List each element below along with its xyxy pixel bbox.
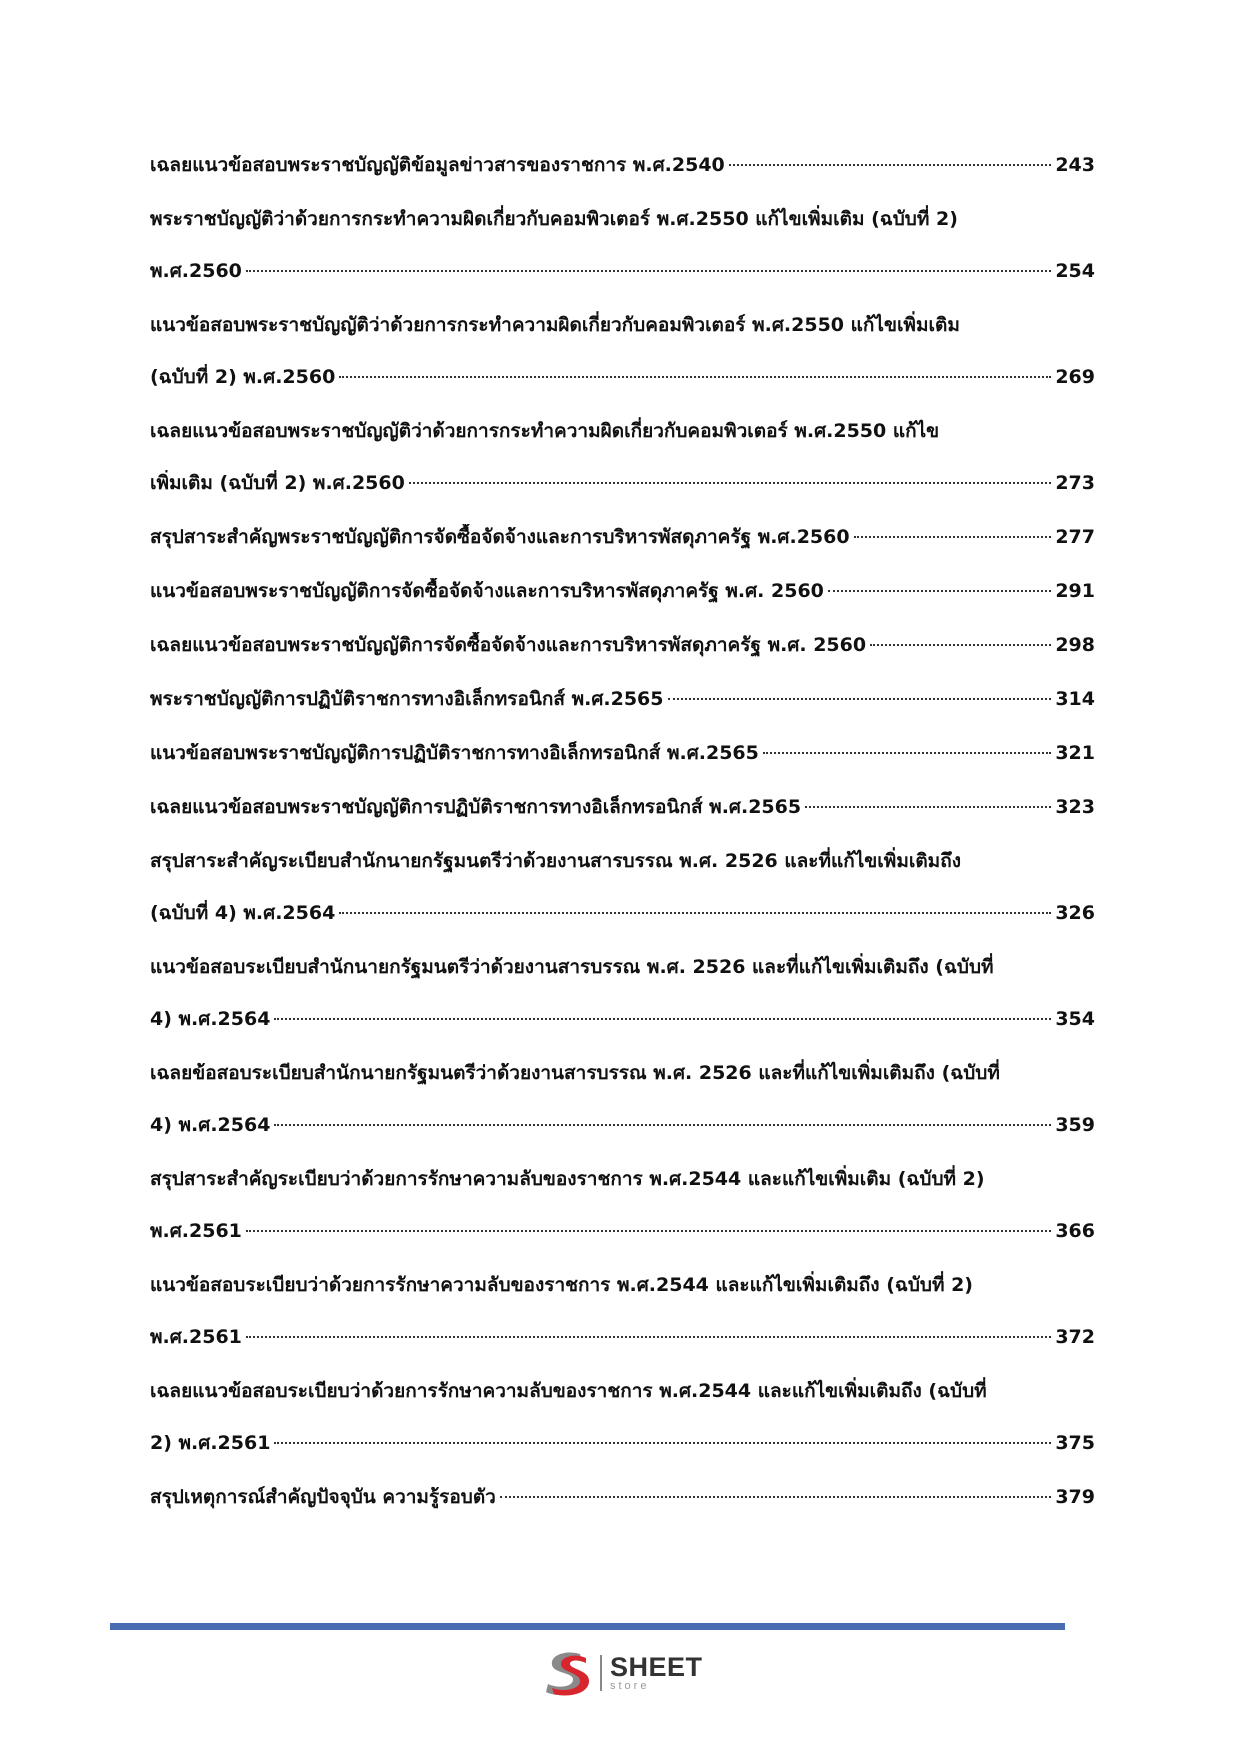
toc-entry-title: เฉลยแนวข้อสอบพระราชบัญญัติการปฏิบัติราชการทางอิเล็กทรอนิกส์ พ.ศ.2565 (150, 796, 802, 818)
toc-entry-title-line: แนวข้อสอบพระราชบัญญัติว่าด้วยการกระทำความผิดเกี่ยวกับคอมพิวเตอร์ พ.ศ.2550 แก้ไขเพิ่มเติม (150, 314, 960, 336)
toc-entry-title: (ฉบับที่ 2) พ.ศ.2560 (150, 366, 336, 388)
toc-entry-row (150, 1006, 1095, 1032)
dot-leader (668, 698, 1052, 700)
toc-page-number: 243 (1055, 154, 1095, 176)
toc-entry-row (150, 1430, 1095, 1456)
toc-entry-title: สรุปสาระสำคัญพระราชบัญญัติการจัดซื้อจัดจ้างและการบริหารพัสดุภาครัฐ พ.ศ.2560 (150, 526, 850, 548)
dot-leader (409, 482, 1052, 484)
toc-entry-title: พ.ศ.2561 (150, 1220, 242, 1242)
toc-entry[interactable] (150, 1272, 1095, 1350)
dot-leader (854, 536, 1052, 538)
toc-entry[interactable] (150, 794, 1095, 820)
toc-entry-row (150, 740, 1095, 766)
toc-page-number: 354 (1055, 1008, 1095, 1030)
toc-page-number: 273 (1055, 472, 1095, 494)
toc-entry-row (150, 152, 1095, 178)
toc-entry-row (150, 578, 1095, 604)
toc-page-number: 366 (1055, 1220, 1095, 1242)
toc-entry-row (150, 364, 1095, 390)
toc-entry-row (150, 794, 1095, 820)
toc-entry-row (150, 258, 1095, 284)
toc-page-number: 314 (1055, 688, 1095, 710)
toc-entry-title-line: แนวข้อสอบระเบียบสำนักนายกรัฐมนตรีว่าด้วยงานสารบรรณ พ.ศ. 2526 และที่แก้ไขเพิ่มเติมถึง (ฉบับที่ (150, 956, 994, 978)
toc-entry-row (150, 470, 1095, 496)
sheet-store-s-icon (540, 1648, 594, 1698)
toc-entry[interactable] (150, 1378, 1095, 1456)
dot-leader (500, 1496, 1051, 1498)
toc-entry-title-line: เฉลยแนวข้อสอบพระราชบัญญัติว่าด้วยการกระทำความผิดเกี่ยวกับคอมพิวเตอร์ พ.ศ.2550 แก้ไข (150, 420, 940, 442)
toc-entry-title: 2) พ.ศ.2561 (150, 1432, 271, 1454)
dot-leader (274, 1018, 1051, 1020)
toc-entry-row (150, 1324, 1095, 1350)
toc-page-number: 359 (1055, 1114, 1095, 1136)
toc-entry-title-line: แนวข้อสอบระเบียบว่าด้วยการรักษาความลับของราชการ พ.ศ.2544 และแก้ไขเพิ่มเติมถึง (ฉบับที่ 2) (150, 1274, 973, 1296)
toc-page-number: 269 (1055, 366, 1095, 388)
dot-leader (246, 1336, 1051, 1338)
footer-divider (110, 1623, 1065, 1630)
toc-entry-title-line: สรุปสาระสำคัญระเบียบว่าด้วยการรักษาความลับของราชการ พ.ศ.2544 และแก้ไขเพิ่มเติม (ฉบับที่ 2) (150, 1168, 985, 1190)
toc-page-number: 254 (1055, 260, 1095, 282)
toc-entry-row (150, 1484, 1095, 1510)
toc-entry[interactable] (150, 524, 1095, 550)
toc-entry-title-line: เฉลยแนวข้อสอบระเบียบว่าด้วยการรักษาความลับของราชการ พ.ศ.2544 และแก้ไขเพิ่มเติมถึง (ฉบับที่ (150, 1380, 987, 1402)
toc-entry-title: พ.ศ.2560 (150, 260, 242, 282)
toc-page-number: 298 (1055, 634, 1095, 656)
toc-page-number: 375 (1055, 1432, 1095, 1454)
toc-entry[interactable] (150, 1060, 1095, 1138)
dot-leader (246, 1230, 1051, 1232)
toc-entry[interactable] (150, 312, 1095, 390)
toc-entry-title-line: พระราชบัญญัติว่าด้วยการกระทำความผิดเกี่ยวกับคอมพิวเตอร์ พ.ศ.2550 แก้ไขเพิ่มเติม (ฉบับที่ 2) (150, 208, 958, 230)
logo-sub-text: store (610, 1680, 650, 1692)
dot-leader (870, 644, 1051, 646)
toc-entry[interactable] (150, 1484, 1095, 1510)
toc-entry[interactable] (150, 152, 1095, 178)
toc-entry[interactable] (150, 686, 1095, 712)
toc-entry-row (150, 900, 1095, 926)
toc-entry-row (150, 686, 1095, 712)
dot-leader (339, 912, 1051, 914)
dot-leader (339, 376, 1051, 378)
toc-entry[interactable] (150, 632, 1095, 658)
toc-entry[interactable] (150, 418, 1095, 496)
toc-entry-title: (ฉบับที่ 4) พ.ศ.2564 (150, 902, 336, 924)
toc-page-number: 323 (1055, 796, 1095, 818)
logo-wordmark (610, 1654, 703, 1692)
toc-entry-title: สรุปเหตุการณ์สำคัญปัจจุบัน ความรู้รอบตัว (150, 1486, 496, 1508)
dot-leader (274, 1442, 1051, 1444)
toc-entry[interactable] (150, 1166, 1095, 1244)
table-of-contents (150, 152, 1095, 1538)
dot-leader (729, 164, 1052, 166)
toc-page-number: 277 (1055, 526, 1095, 548)
toc-page-number: 326 (1055, 902, 1095, 924)
logo-divider (600, 1655, 602, 1691)
toc-entry-title: แนวข้อสอบพระราชบัญญัติการจัดซื้อจัดจ้างและการบริหารพัสดุภาครัฐ พ.ศ. 2560 (150, 580, 824, 602)
logo-main-text: SHEET (610, 1652, 703, 1682)
dot-leader (763, 752, 1051, 754)
toc-entry-title: เฉลยแนวข้อสอบพระราชบัญญัติการจัดซื้อจัดจ้างและการบริหารพัสดุภาครัฐ พ.ศ. 2560 (150, 634, 867, 656)
toc-entry-row (150, 1112, 1095, 1138)
toc-entry-title: พระราชบัญญัติการปฏิบัติราชการทางอิเล็กทรอนิกส์ พ.ศ.2565 (150, 688, 664, 710)
toc-page-number: 379 (1055, 1486, 1095, 1508)
dot-leader (246, 270, 1051, 272)
toc-entry-title: พ.ศ.2561 (150, 1326, 242, 1348)
toc-entry[interactable] (150, 954, 1095, 1032)
toc-entry-title: เพิ่มเติม (ฉบับที่ 2) พ.ศ.2560 (150, 472, 405, 494)
toc-entry-row (150, 524, 1095, 550)
toc-entry[interactable] (150, 848, 1095, 926)
toc-entry-title: 4) พ.ศ.2564 (150, 1008, 271, 1030)
toc-entry-title: แนวข้อสอบพระราชบัญญัติการปฏิบัติราชการทางอิเล็กทรอนิกส์ พ.ศ.2565 (150, 742, 759, 764)
toc-entry-title: เฉลยแนวข้อสอบพระราชบัญญัติข้อมูลข่าวสารของราชการ พ.ศ.2540 (150, 154, 725, 176)
toc-entry[interactable] (150, 578, 1095, 604)
sheet-store-logo (540, 1648, 703, 1698)
toc-entry-title: 4) พ.ศ.2564 (150, 1114, 271, 1136)
toc-page-number: 291 (1055, 580, 1095, 602)
toc-entry-title-line: เฉลยข้อสอบระเบียบสำนักนายกรัฐมนตรีว่าด้วยงานสารบรรณ พ.ศ. 2526 และที่แก้ไขเพิ่มเติมถึง (ฉบับที่ (150, 1062, 1000, 1084)
toc-entry[interactable] (150, 206, 1095, 284)
toc-entry-title-line: สรุปสาระสำคัญระเบียบสำนักนายกรัฐมนตรีว่าด้วยงานสารบรรณ พ.ศ. 2526 และที่แก้ไขเพิ่มเติมถึง (150, 850, 961, 872)
toc-entry-row (150, 1218, 1095, 1244)
dot-leader (274, 1124, 1051, 1126)
toc-entry[interactable] (150, 740, 1095, 766)
dot-leader (828, 590, 1051, 592)
toc-entry-row (150, 632, 1095, 658)
toc-page-number: 321 (1055, 742, 1095, 764)
toc-page-number: 372 (1055, 1326, 1095, 1348)
dot-leader (805, 806, 1051, 808)
